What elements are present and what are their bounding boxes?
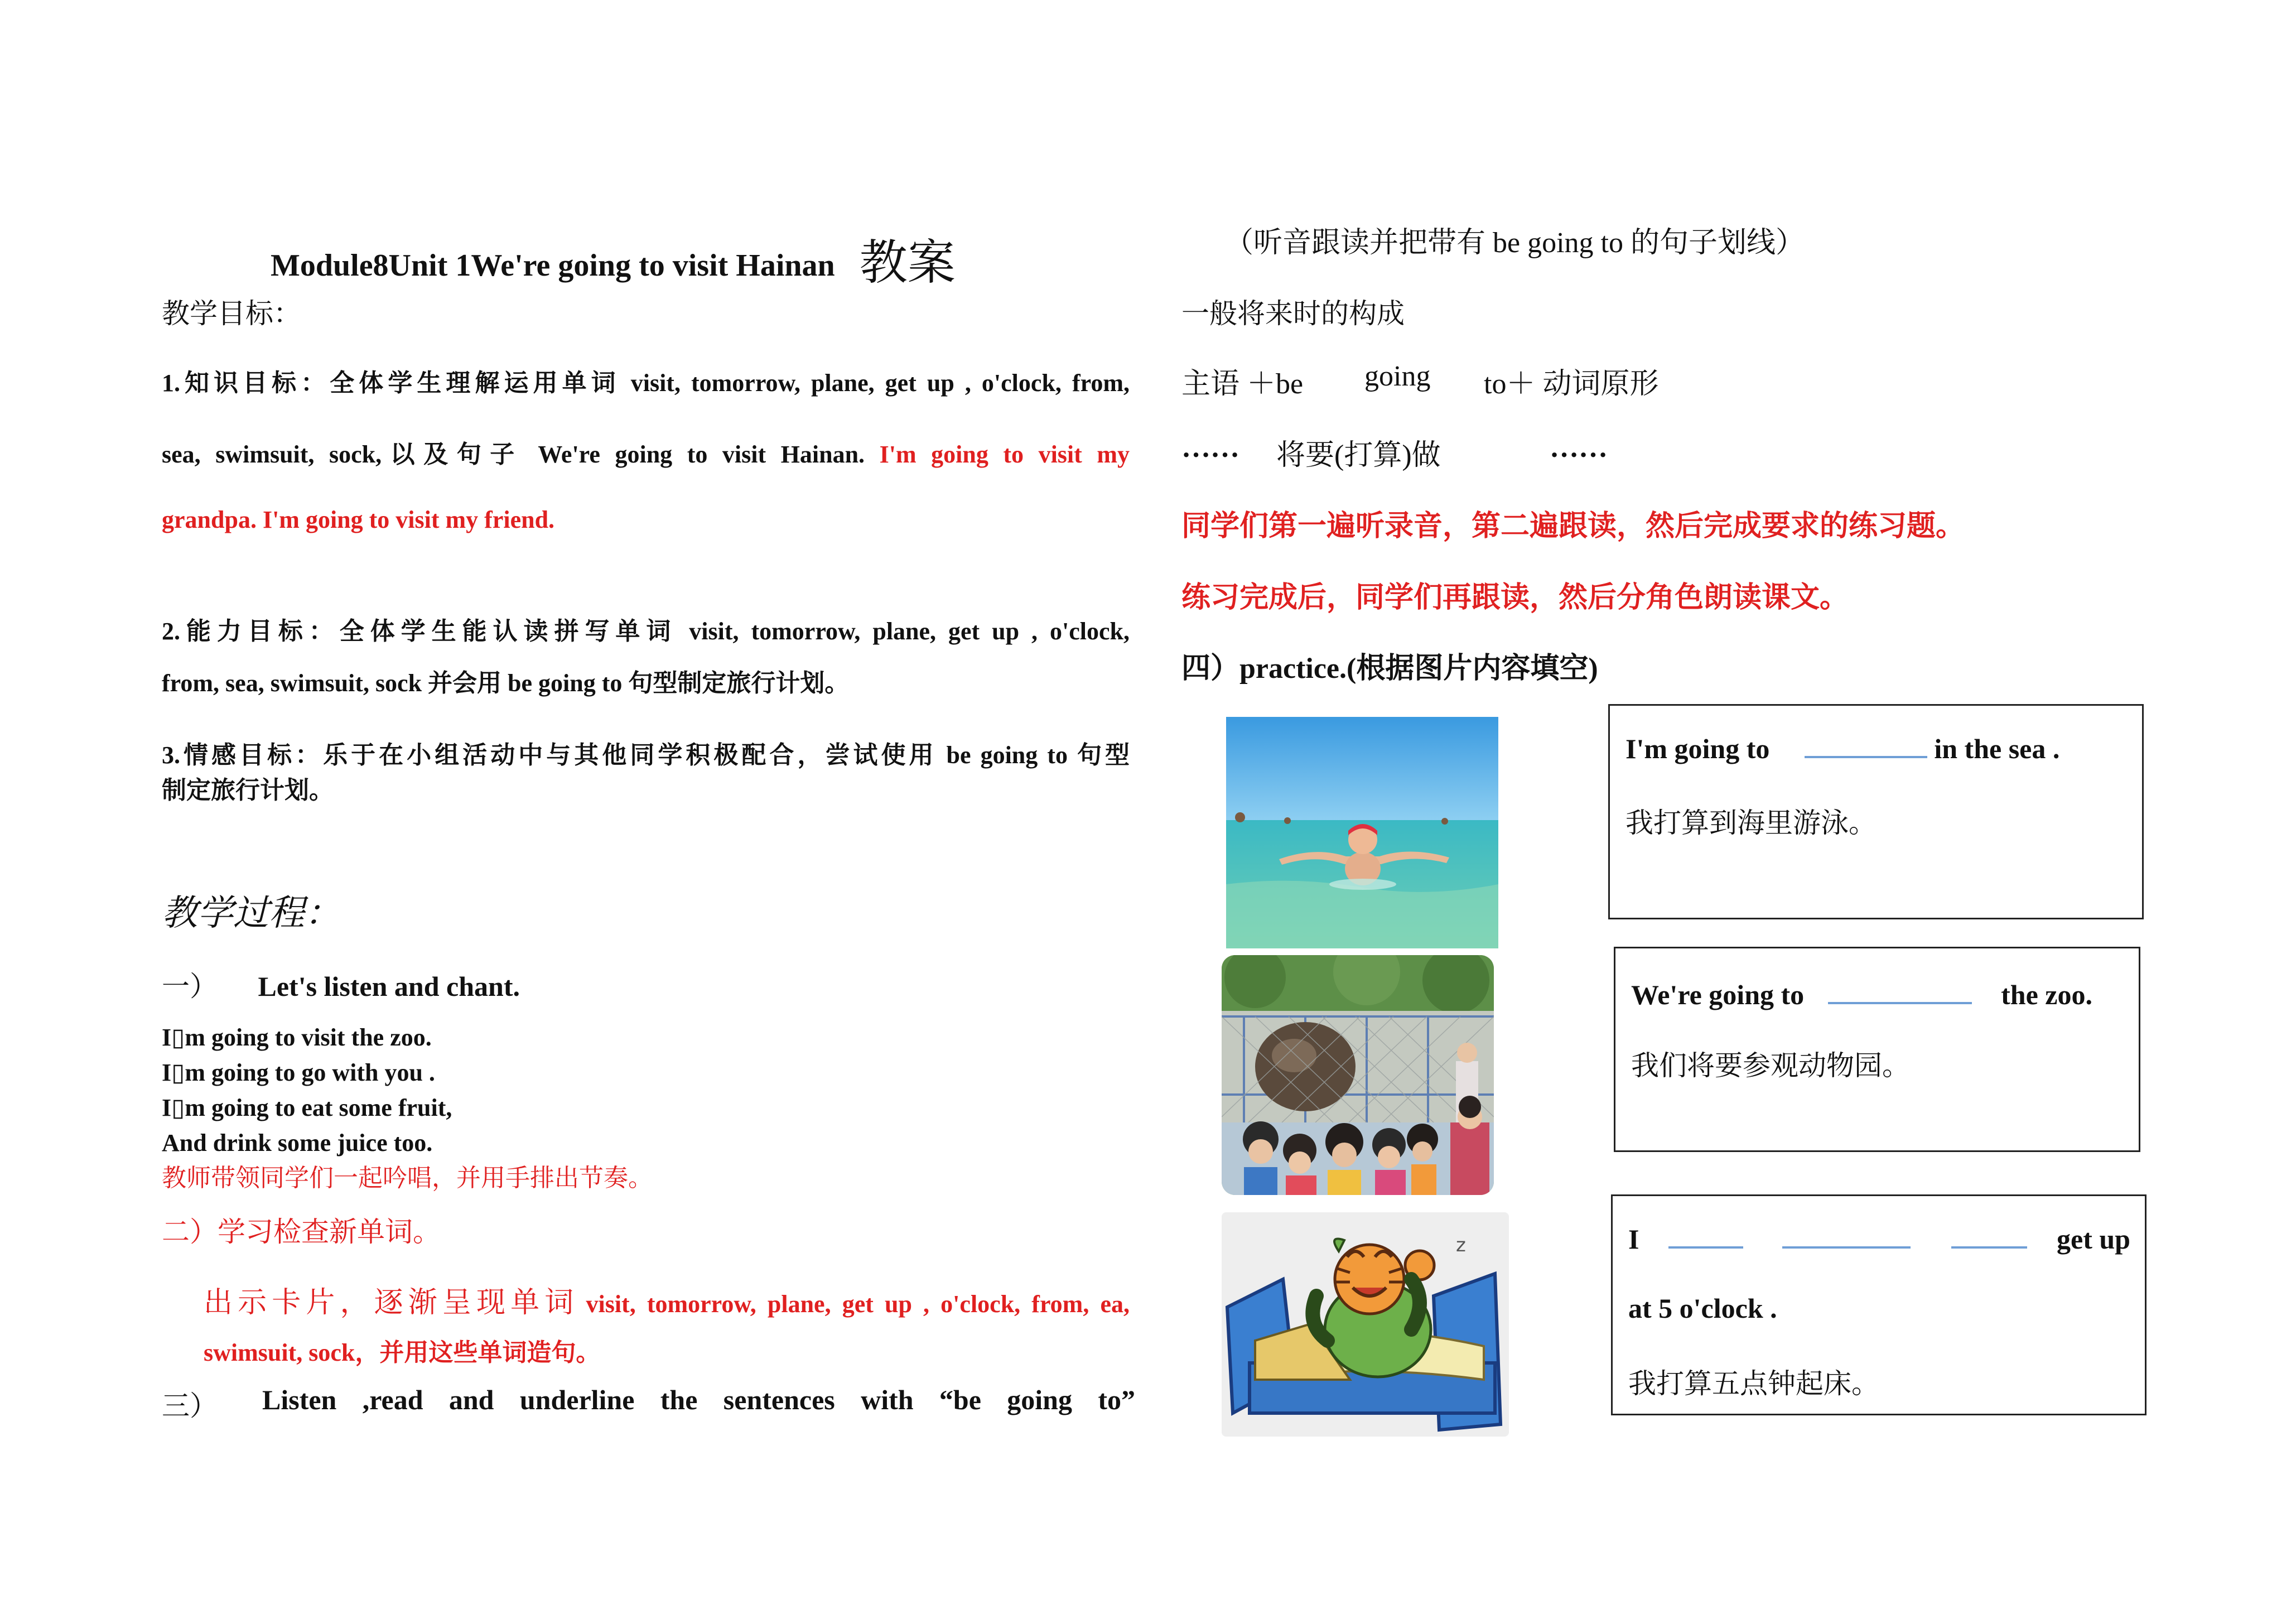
exercise-box-1 (1608, 704, 2144, 919)
step2-detail-line2: swimsuit, sock，并用这些单词造句。 (204, 1339, 601, 1366)
exercise-3-blank-3[interactable] (1951, 1224, 2027, 1249)
chant-line: I▯m going to eat some fruit, (162, 1094, 452, 1121)
step2-detail-en: visit, tomorrow, plane, get up , o'clock, from, ea, (586, 1290, 1130, 1318)
instruction-red-1: 同学们第一遍听录音，第二遍跟读，然后完成要求的练习题。 (1181, 510, 1965, 542)
step1 (162, 964, 520, 1004)
svg-text:z: z (1456, 1234, 1466, 1256)
goal1-line2-black: sea, swimsuit, sock,以及句子 We're going to visit Hainan. (162, 441, 865, 468)
exercise-1-before: I'm going to (1625, 733, 1770, 764)
goal1-line2-red: I'm going to visit my (879, 441, 1130, 468)
step3 (162, 1384, 1135, 1424)
formula-verb: to＋ 动词原形 (1484, 368, 1659, 400)
exercise-3-blank-1[interactable] (1668, 1224, 1743, 1249)
exercise-1-after: in the sea . (1934, 733, 2060, 764)
goal2-line1: 2.能力目标：全体学生能认读拼写单词 visit, tomorrow, plane, get up , o'clock, (162, 618, 1130, 645)
zoo-illustration (1222, 955, 1494, 1195)
formula-going: going (1364, 360, 1431, 392)
exercise-2-before: We're going to (1631, 979, 1805, 1010)
exercise-3-blank-2[interactable] (1782, 1224, 1911, 1249)
process-heading: 教学过程： (162, 893, 340, 933)
step2: 二）学习检查新单词。 (162, 1216, 441, 1247)
goals-heading: 教学目标： (162, 298, 301, 329)
exercise-2-chinese: 我们将要参观动物园。 (1631, 1050, 1910, 1081)
practice-heading: 四）practice.(根据图片内容填空) (1181, 653, 1598, 685)
chant-line: I▯m going to visit the zoo. (162, 1024, 432, 1051)
document-title (271, 220, 956, 290)
goal1-line1: 1.知识目标：全体学生理解运用单词 visit, tomorrow, plane, get up , o'clock, from, (162, 369, 1130, 397)
goal1-line3: grandpa. I'm going to visit my friend. (162, 506, 555, 533)
exercise-box-3 (1611, 1194, 2147, 1415)
wake-up-illustration (1222, 1212, 1509, 1437)
goal1-line2 (162, 434, 1130, 470)
chant (162, 1020, 452, 1160)
exercise-3-line2: at 5 o'clock . (1628, 1293, 1777, 1324)
step3-text: Listen ,read and underline the sentences with “be going to” (262, 1384, 1135, 1415)
chant-line: I▯m going to go with you . (162, 1059, 435, 1086)
formula-subject: 主语 ＋be (1181, 368, 1304, 400)
title-chinese: 教案 (859, 235, 956, 291)
exercise-3-sentence (1628, 1223, 2130, 1255)
exercise-1-sentence (1625, 733, 2059, 765)
step2-detail-line1 (204, 1279, 1130, 1321)
chant-note: 教师带领同学们一起吟唱，并用手排出节奏。 (162, 1164, 653, 1192)
chant-line: And drink some juice too. (162, 1129, 433, 1157)
tense-formula (1181, 360, 1659, 402)
goal2-line2: from, sea, swimsuit, sock 并会用 be going to 句型制定旅行计划。 (162, 669, 850, 697)
exercise-2-after: the zoo. (2001, 979, 2092, 1010)
exercise-3-before: I (1628, 1223, 1639, 1255)
exercise-box-2 (1614, 947, 2140, 1152)
exercise-2-sentence (1631, 975, 2092, 1011)
zoo-picture (1222, 955, 1494, 1195)
wake-up-picture (1222, 1212, 1509, 1437)
exercise-1-chinese: 我打算到海里游泳。 (1625, 807, 1877, 839)
tense-heading: 一般将来时的构成 (1181, 298, 1405, 329)
exercise-2-blank[interactable] (1828, 975, 1972, 1004)
instruction-red-2: 练习完成后，同学们再跟读，然后分角色朗读课文。 (1181, 582, 1849, 614)
title-english: Module8Unit 1We're going to visit Hainan (271, 248, 835, 283)
meaning-dots-right: …… (1550, 432, 1608, 464)
step3-number: 三） (162, 1390, 218, 1422)
step2-detail-cn: 出示卡片，逐渐呈现单词 (204, 1287, 579, 1319)
exercise-1-blank[interactable] (1805, 734, 1927, 758)
swimming-picture (1226, 717, 1498, 948)
exercise-3-chinese: 我打算五点钟起床。 (1628, 1368, 1879, 1399)
goal3-line2: 制定旅行计划。 (162, 777, 334, 804)
step1-number: 一） (162, 971, 218, 1002)
step1-title: Let's listen and chant. (258, 971, 520, 1002)
listen-instruction: （听音跟读并把带有 be going to 的句子划线） (1224, 227, 1805, 259)
exercise-3-after: get up (2057, 1223, 2130, 1255)
goal3-line1: 3.情感目标：乐于在小组活动中与其他同学积极配合，尝试使用 be going to 句型 (162, 741, 1130, 769)
meaning-dots-left: …… (1181, 432, 1239, 464)
meaning-text: 将要(打算)做 (1276, 440, 1441, 471)
tense-meaning (1181, 431, 1608, 471)
swimming-illustration (1226, 717, 1498, 948)
